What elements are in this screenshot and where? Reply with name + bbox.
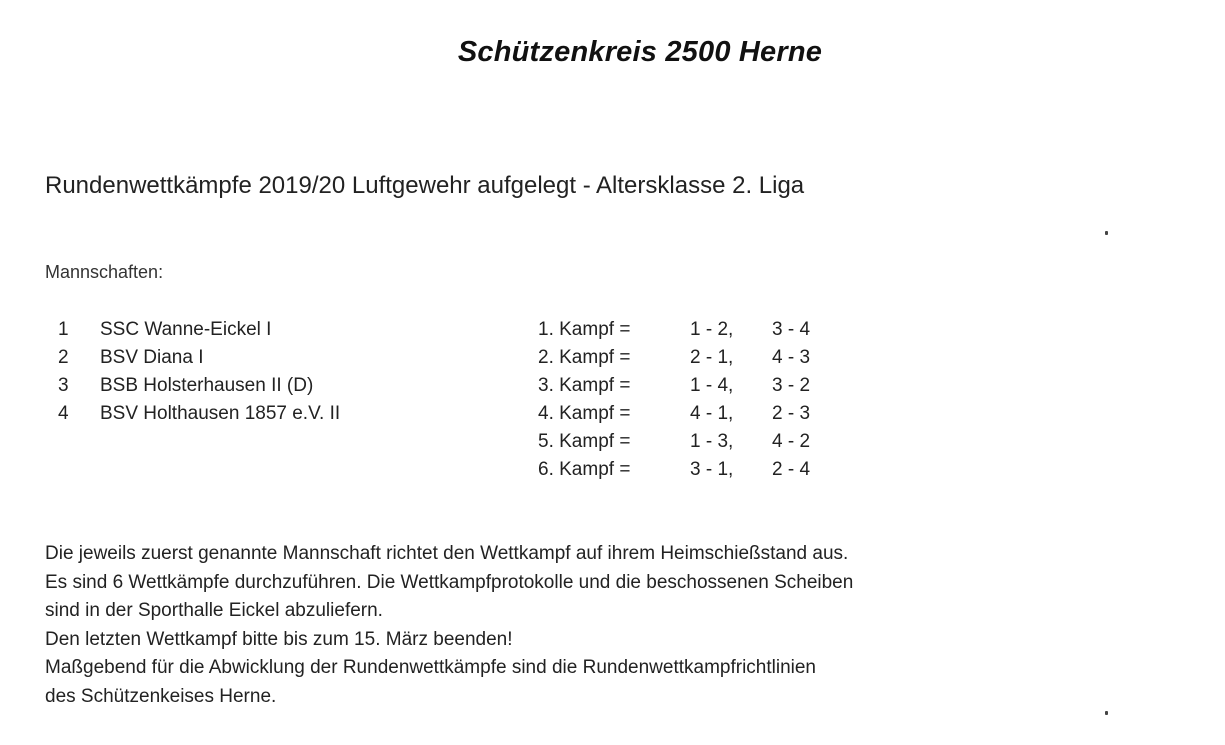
- team-name: BSB Holsterhausen II (D): [100, 375, 314, 396]
- team-item: [58, 372, 340, 400]
- note-line: Den letzten Wettkampf bitte bis zum 15. März beenden!: [45, 628, 513, 650]
- note-line: Maßgebend für die Abwicklung der Rundenwettkämpfe sind die Rundenwettkampfrichtlinien: [45, 657, 816, 678]
- team-number: 4: [58, 403, 69, 424]
- match-label: 4. Kampf =: [538, 403, 631, 424]
- scan-speck: [1105, 711, 1108, 715]
- schedule-row: [538, 372, 810, 400]
- match-pairing-first: 1 - 3,: [690, 431, 734, 452]
- schedule-row: [538, 456, 810, 484]
- team-name: BSV Diana I: [100, 347, 204, 368]
- scan-speck: [1105, 231, 1108, 235]
- schedule-row: [538, 316, 810, 344]
- match-pairing-second: 2 - 3: [772, 403, 811, 424]
- team-number: 3: [58, 375, 69, 396]
- note-line: Die jeweils zuerst genannte Mannschaft richtet den Wettkampf auf ihrem Heimschießstand aus.: [45, 543, 849, 564]
- teams-label: Mannschaften:: [45, 262, 164, 282]
- notes-paragraph: [45, 540, 853, 711]
- match-schedule: [538, 316, 810, 484]
- schedule-row: [538, 344, 810, 372]
- match-pairing-first: 1 - 4,: [690, 375, 734, 396]
- match-pairing-first: 3 - 1,: [690, 459, 734, 480]
- note-line: sind in der Sporthalle Eickel abzuliefern.: [45, 600, 383, 621]
- match-pairing-second: 4 - 3: [772, 347, 811, 368]
- team-name: BSV Holthausen 1857 e.V. II: [100, 403, 341, 424]
- team-number: 2: [58, 347, 69, 368]
- match-pairing-second: 2 - 4: [772, 459, 811, 480]
- match-pairing-second: 3 - 2: [772, 375, 811, 396]
- schedule-row: [538, 428, 810, 456]
- note-line: Es sind 6 Wettkämpfe durchzuführen. Die Wettkampfprotokolle und die beschossenen Scheiben: [45, 571, 854, 593]
- team-name: SSC Wanne-Eickel I: [100, 319, 272, 340]
- match-label: 3. Kampf =: [538, 375, 631, 396]
- team-item: [58, 344, 340, 372]
- team-item: [58, 400, 340, 428]
- teams-list: [58, 316, 340, 428]
- note-line: des Schützenkeises Herne.: [45, 685, 277, 707]
- team-item: [58, 316, 340, 344]
- document-title: Schützenkreis 2500 Herne: [457, 36, 823, 68]
- match-pairing-second: 3 - 4: [772, 319, 811, 340]
- match-pairing-first: 2 - 1,: [690, 347, 734, 368]
- match-label: 6. Kampf =: [538, 459, 631, 480]
- team-number: 1: [58, 319, 69, 340]
- match-label: 5. Kampf =: [538, 431, 631, 452]
- match-pairing-first: 4 - 1,: [690, 403, 734, 424]
- match-pairing-second: 4 - 2: [772, 431, 811, 452]
- match-label: 1. Kampf =: [538, 319, 631, 340]
- match-label: 2. Kampf =: [538, 347, 631, 368]
- schedule-row: [538, 400, 810, 428]
- match-pairing-first: 1 - 2,: [690, 319, 734, 340]
- document-subtitle: Rundenwettkämpfe 2019/20 Luftgewehr aufgelegt - Altersklasse 2. Liga: [45, 172, 805, 199]
